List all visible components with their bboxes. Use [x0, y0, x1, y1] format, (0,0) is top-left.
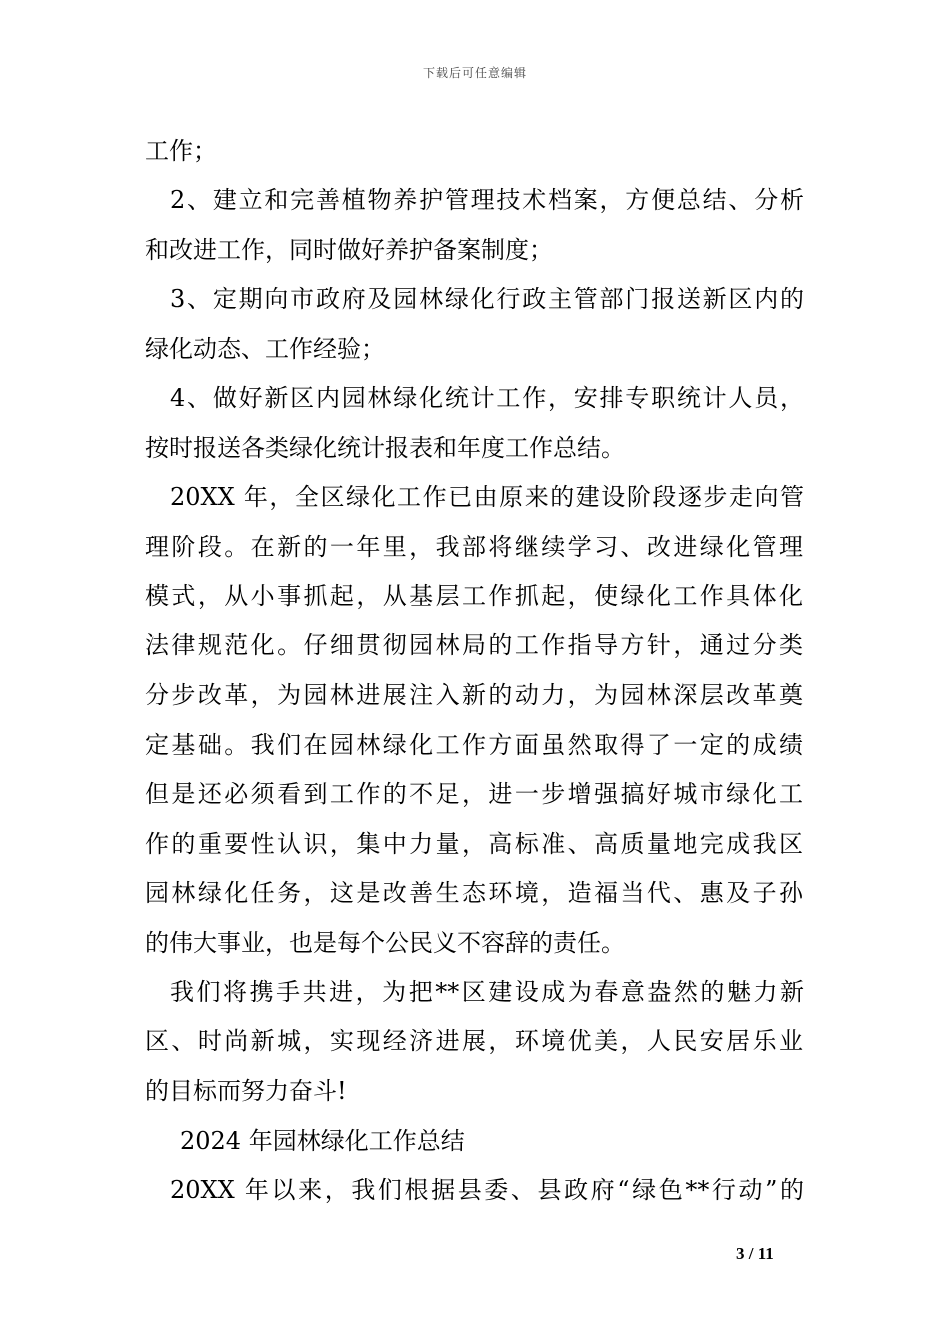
text-line: 我们将携手共进，为把**区建设成为春意盎然的魅力新: [170, 978, 804, 1006]
text-line: 定基础。我们在园林绿化工作方面虽然取得了一定的成绩: [145, 731, 803, 759]
text-line: 理阶段。在新的一年里，我部将继续学习、改进绿化管理: [145, 533, 803, 561]
text-line: 4、做好新区内园林绿化统计工作，安排专职统计人员，: [170, 384, 804, 412]
section-heading: 2024 年园林绿化工作总结: [180, 1127, 465, 1155]
text-line: 20XX 年，全区绿化工作已由原来的建设阶段逐步走向管: [170, 483, 804, 511]
header-note: 下载后可任意编辑: [422, 66, 527, 80]
text-line: 模式，从小事抓起，从基层工作抓起，使绿化工作具体化: [145, 582, 803, 610]
text-line: 法律规范化。仔细贯彻园林局的工作指导方针，通过分类: [145, 631, 803, 659]
text-line: 绿化动态、工作经验；: [145, 335, 385, 363]
text-line: 工作；: [145, 137, 217, 165]
text-line: 区、时尚新城，实现经济进展，环境优美，人民安居乐业: [145, 1027, 803, 1055]
text-line: 20XX 年以来，我们根据县委、县政府“绿色**行动”的: [170, 1176, 804, 1204]
text-line: 作的重要性认识，集中力量，高标准、高质量地完成我区: [145, 830, 803, 858]
text-line: 按时报送各类绿化统计报表和年度工作总结。: [145, 434, 625, 462]
text-line: 的目标而努力奋斗!: [145, 1077, 347, 1105]
page-number: 3 / 11: [736, 1244, 774, 1263]
text-line: 2、建立和完善植物养护管理技术档案，方便总结、分析: [170, 186, 804, 214]
text-line: 分步改革，为园林进展注入新的动力，为园林深层改革奠: [145, 681, 803, 709]
text-line: 园林绿化任务，这是改善生态环境，造福当代、惠及子孙: [145, 879, 803, 907]
text-line: 的伟大事业，也是每个公民义不容辞的责任。: [145, 929, 625, 957]
text-line: 和改进工作，同时做好养护备案制度；: [145, 236, 553, 264]
text-line: 3、定期向市政府及园林绿化行政主管部门报送新区内的: [170, 285, 804, 313]
text-line: 但是还必须看到工作的不足，进一步增强搞好城市绿化工: [145, 780, 803, 808]
